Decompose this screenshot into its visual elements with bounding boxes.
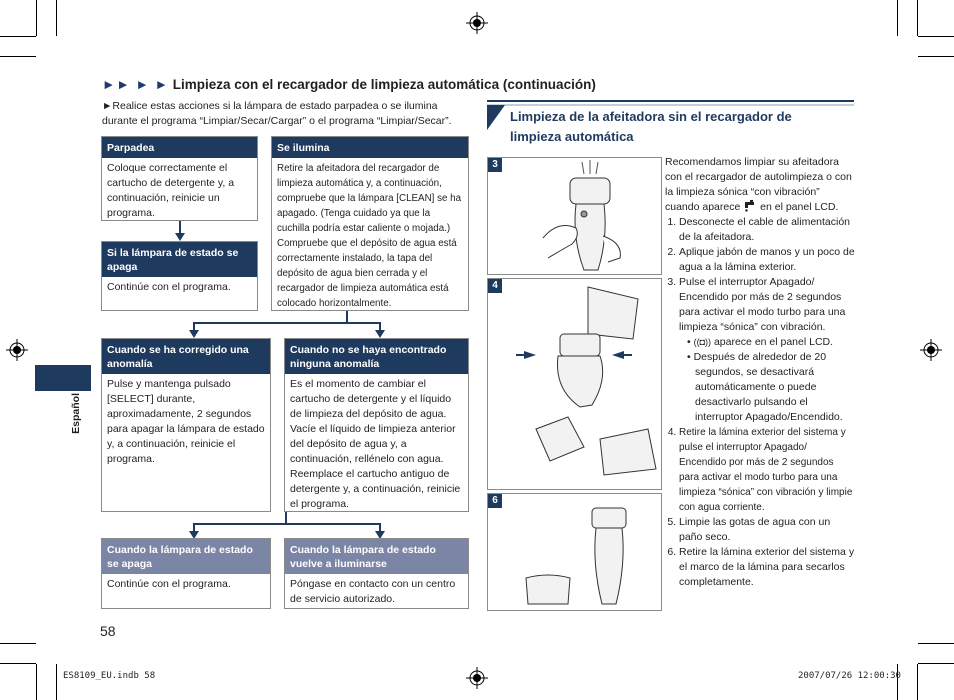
box-title: Cuando la lámpara de estado vuelve a iluminarse [285, 539, 468, 574]
steps-list [665, 215, 855, 590]
bullet-text: Después de alrededor de 20 segundos, se desactivará automáticamente o puede desactivarlo pulsando el interruptor Apagado/Encendido. [693, 351, 843, 423]
crop-mark [56, 664, 57, 700]
crop-mark [36, 664, 37, 700]
arrow-down-icon [375, 330, 385, 338]
connector-line [379, 322, 381, 330]
box-body: Retire la afeitadora del recargador de limpieza automática y, a continuación, compruebe que la lámpara [CLEAN] se ha apagado. (Tenga cuidado ya que la cuchilla podría estar caliente o mojada.) Compruebe que el depósito de agua está correctamente instalado, la tapa del depósito de agua bien cerrada y el recargador de limpieza automática está colocado horizontalmente. [277, 163, 462, 309]
crop-mark [917, 664, 918, 700]
crop-mark [897, 0, 898, 36]
arrow-down-icon [175, 233, 185, 241]
intro-part: Recomendamos limpiar su afeitadora con el recargador de autolimpieza o con la limpieza sónica “con vibración” cuando aparece [665, 156, 852, 213]
footer-date: 2007/07/26 12:00:30 [798, 671, 901, 681]
figure-6 [487, 493, 662, 611]
intro-part: en el panel LCD. [760, 201, 839, 213]
title-arrows: ►► ► ► [102, 77, 169, 92]
step-item: 4. Retire la lámina exterior del sistema y pulse el interruptor Apagado/ Encendido por más de 2 segundos para activar el modo turbo para una limpieza “sónica” con vibración y limpie con agua corriente. [679, 425, 855, 515]
box-body: Es el momento de cambiar el cartucho de detergente y el líquido de limpieza del depósito de agua. Vacíe el líquido de limpieza anterior del depósito de agua y, a continuación, rellénelo con agua. Reemplace el cartucho antiguo de detergente y, a continuación, reinicie el programa. [290, 378, 461, 510]
figure-4 [487, 278, 662, 490]
instructions-intro [665, 155, 855, 215]
crop-mark [918, 643, 954, 644]
box-title: Cuando no se haya encontrado ninguna anomalía [285, 339, 468, 374]
connector-line [179, 221, 181, 233]
registration-mark-icon [6, 339, 28, 361]
box-body: Continúe con el programa. [107, 281, 231, 293]
step-item [679, 275, 855, 425]
language-tab [35, 365, 91, 391]
registration-mark-icon [466, 12, 488, 34]
crop-mark [0, 36, 36, 37]
box-title: Parpadea [102, 137, 257, 158]
step-item: 1. Desconecte el cable de alimentación de la afeitadora. [679, 215, 855, 245]
box-ilumina [271, 136, 469, 311]
footer-file: ES8109_EU.indb 58 [63, 671, 156, 681]
figure-number: 4 [488, 279, 502, 293]
box-apaga1 [101, 241, 258, 311]
connector-line [379, 523, 381, 531]
crop-mark [0, 663, 36, 664]
shaver-drying-illustration [488, 494, 661, 610]
connector-line [193, 523, 195, 531]
box-body: Coloque correctamente el cartucho de detergente y, a continuación, reinicie un programa. [107, 162, 235, 219]
step-text: Pulse el interruptor Apagado/ Encendido por más de 2 segundos para activar el modo turbo para una limpieza “sónica” con vibración. [679, 276, 846, 333]
box-parpadea [101, 136, 258, 221]
title-text: Limpieza con el recargador de limpieza automática (continuación) [172, 77, 596, 92]
box-title: Cuando se ha corregido una anomalía [102, 339, 270, 374]
figure-3 [487, 157, 662, 275]
connector-line [193, 322, 195, 330]
connector-line [193, 523, 381, 525]
bullet-text: aparece en el panel LCD. [713, 336, 834, 348]
box-title: Si la lámpara de estado se apaga [102, 242, 257, 277]
box-vuelve [284, 538, 469, 609]
shaver-sink-illustration [488, 158, 661, 274]
crop-mark [917, 0, 918, 36]
figure-number: 3 [488, 158, 502, 172]
step-item: 2. Aplique jabón de manos y un poco de agua a la lámina exterior. [679, 245, 855, 275]
registration-mark-icon [466, 667, 488, 689]
connector-line [193, 322, 381, 324]
figure-number: 6 [488, 494, 502, 508]
box-title: Cuando la lámpara de estado se apaga [102, 539, 270, 574]
crop-mark [0, 56, 36, 57]
intro-text: ►Realice estas acciones si la lámpara de estado parpadea o se ilumina durante el programa “Limpiar/Secar/Cargar” o el programa “Limpiar/Secar”. [102, 100, 452, 127]
page-number: 58 [100, 623, 116, 639]
crop-mark [918, 56, 954, 57]
bullet-item: • ((◘)) aparece en el panel LCD. [687, 336, 834, 348]
step-item: 6. Retire la lámina exterior del sistema y el marco de la lámina para secarlos completamente. [679, 545, 855, 590]
box-body: Continúe con el programa. [107, 578, 231, 590]
box-apaga2 [101, 538, 271, 609]
box-body: Pulse y mantenga pulsado [SELECT] durante, aproximadamente, 2 segundos para apagar la lámpara de estado y, a continuación, reinicie el programa. [107, 378, 265, 465]
crop-mark [56, 0, 57, 36]
instructions [665, 155, 855, 590]
page-title [102, 77, 596, 92]
language-label: Español [70, 393, 82, 434]
crop-mark [0, 643, 36, 644]
box-noanomalia [284, 338, 469, 512]
faucet-icon [743, 200, 757, 212]
crop-mark [918, 663, 954, 664]
box-body: Póngase en contacto con un centro de servicio autorizado. [290, 578, 456, 605]
crop-mark [897, 664, 898, 700]
crop-mark [36, 0, 37, 36]
box-title: Se ilumina [272, 137, 468, 158]
box-corregido [101, 338, 271, 512]
shaver-cleaning-illustration [488, 279, 661, 489]
crop-mark [918, 36, 954, 37]
vibration-icon: ((◘)) [693, 337, 712, 347]
arrow-down-icon [189, 330, 199, 338]
step-item: 5. Limpie las gotas de agua con un paño seco. [679, 515, 855, 545]
bullet-list [679, 335, 855, 425]
section-title: Limpieza de la afeitadora sin el recargador de limpieza automática [510, 109, 792, 144]
bullet-item: • Después de alrededor de 20 segundos, se desactivará automáticamente o puede desactivarlo pulsando el interruptor Apagado/Encendido. [687, 351, 843, 423]
registration-mark-icon [920, 339, 942, 361]
